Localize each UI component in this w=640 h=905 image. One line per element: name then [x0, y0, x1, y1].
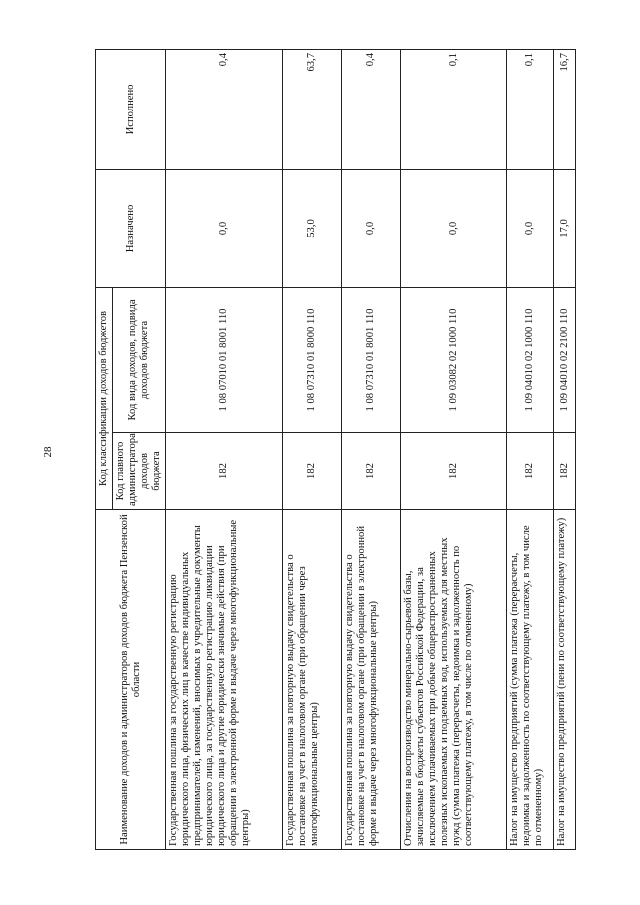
- header-assigned: Назначено: [96, 169, 166, 287]
- rotated-table-container: [95, 50, 570, 850]
- row-name: Государственная пошлина за повторную выдачу свидетельства о постановке на учет в налоговом органе (при обращении через многофункциональные центры): [283, 510, 342, 850]
- page-number: 28: [42, 446, 54, 458]
- header-admin-code: Код главного администратора доходов бюджета: [113, 433, 166, 510]
- row-type-code: 1 09 03082 02 1000 110: [401, 287, 507, 432]
- row-name: Отчисления на воспроизводство минерально-сырьевой базы, зачисляемые в бюджеты субъектов Российской Федерации, за исключением уплачиваемых при добыче общераспространенных полезных ископаемых и подземных вод, используемых для местных нужд (сумма платежа (перерасчеты, недоимка и задолженность по соответствующему платежу, в том числе по отмененному): [401, 510, 507, 850]
- row-admin-code: 182: [507, 433, 554, 510]
- row-executed: 0,1: [507, 49, 554, 169]
- table-row: [342, 49, 401, 849]
- row-name: Налог на имущество предприятий (пени по соответствующему платежу): [554, 510, 576, 850]
- row-admin-code: 182: [166, 433, 283, 510]
- row-executed: 0,4: [342, 49, 401, 169]
- row-executed: 0,4: [166, 49, 283, 169]
- row-name: Налог на имущество предприятий (сумма платежа (перерасчеты, недоимка и задолженность по соответствующему платежу, в том числе по отмененному): [507, 510, 554, 850]
- row-assigned: 0,0: [342, 169, 401, 287]
- row-executed: 16,7: [554, 49, 576, 169]
- row-assigned: 0,0: [401, 169, 507, 287]
- row-assigned: 53,0: [283, 169, 342, 287]
- row-admin-code: 182: [342, 433, 401, 510]
- row-admin-code: 182: [401, 433, 507, 510]
- row-type-code: 1 08 07010 01 8001 110: [166, 287, 283, 432]
- table-row: [401, 49, 507, 849]
- row-name: Государственная пошлина за повторную выдачу свидетельства о постановке на учет в налоговом органе (при обращении в электронной форме и выдаче через многофункциональные центры): [342, 510, 401, 850]
- row-admin-code: 182: [554, 433, 576, 510]
- table-row: [166, 49, 283, 849]
- row-type-code: 1 09 04010 02 2100 110: [554, 287, 576, 432]
- row-assigned: 0,0: [507, 169, 554, 287]
- row-type-code: 1 08 07310 01 8000 110: [283, 287, 342, 432]
- table-row: [554, 49, 576, 849]
- header-type-code: Код вида доходов, подвида доходов бюджета: [113, 287, 166, 432]
- row-type-code: 1 09 04010 02 1000 110: [507, 287, 554, 432]
- row-admin-code: 182: [283, 433, 342, 510]
- row-type-code: 1 08 07310 01 8001 110: [342, 287, 401, 432]
- header-executed: Исполнено: [96, 49, 166, 169]
- table-row: [507, 49, 554, 849]
- table-row: [283, 49, 342, 849]
- header-name: Наименование доходов и администраторов доходов бюджета Пензенской области: [96, 510, 166, 850]
- row-assigned: 17,0: [554, 169, 576, 287]
- row-name: Государственная пошлина за государственную регистрацию юридического лица, физических лиц в качестве индивидуальных предпринимателей, изменений, вносимых в учредительные документы юридического лица, за государственную регистрацию ликвидации юридического лица и другие юридически значимые действия (при обращении в электронной форме и выдаче через многофункциональные центры): [166, 510, 283, 850]
- row-executed: 0,1: [401, 49, 507, 169]
- row-assigned: 0,0: [166, 169, 283, 287]
- row-executed: 63,7: [283, 49, 342, 169]
- revenue-table: [95, 49, 576, 850]
- header-classification: Код классификации доходов бюджетов: [96, 287, 113, 509]
